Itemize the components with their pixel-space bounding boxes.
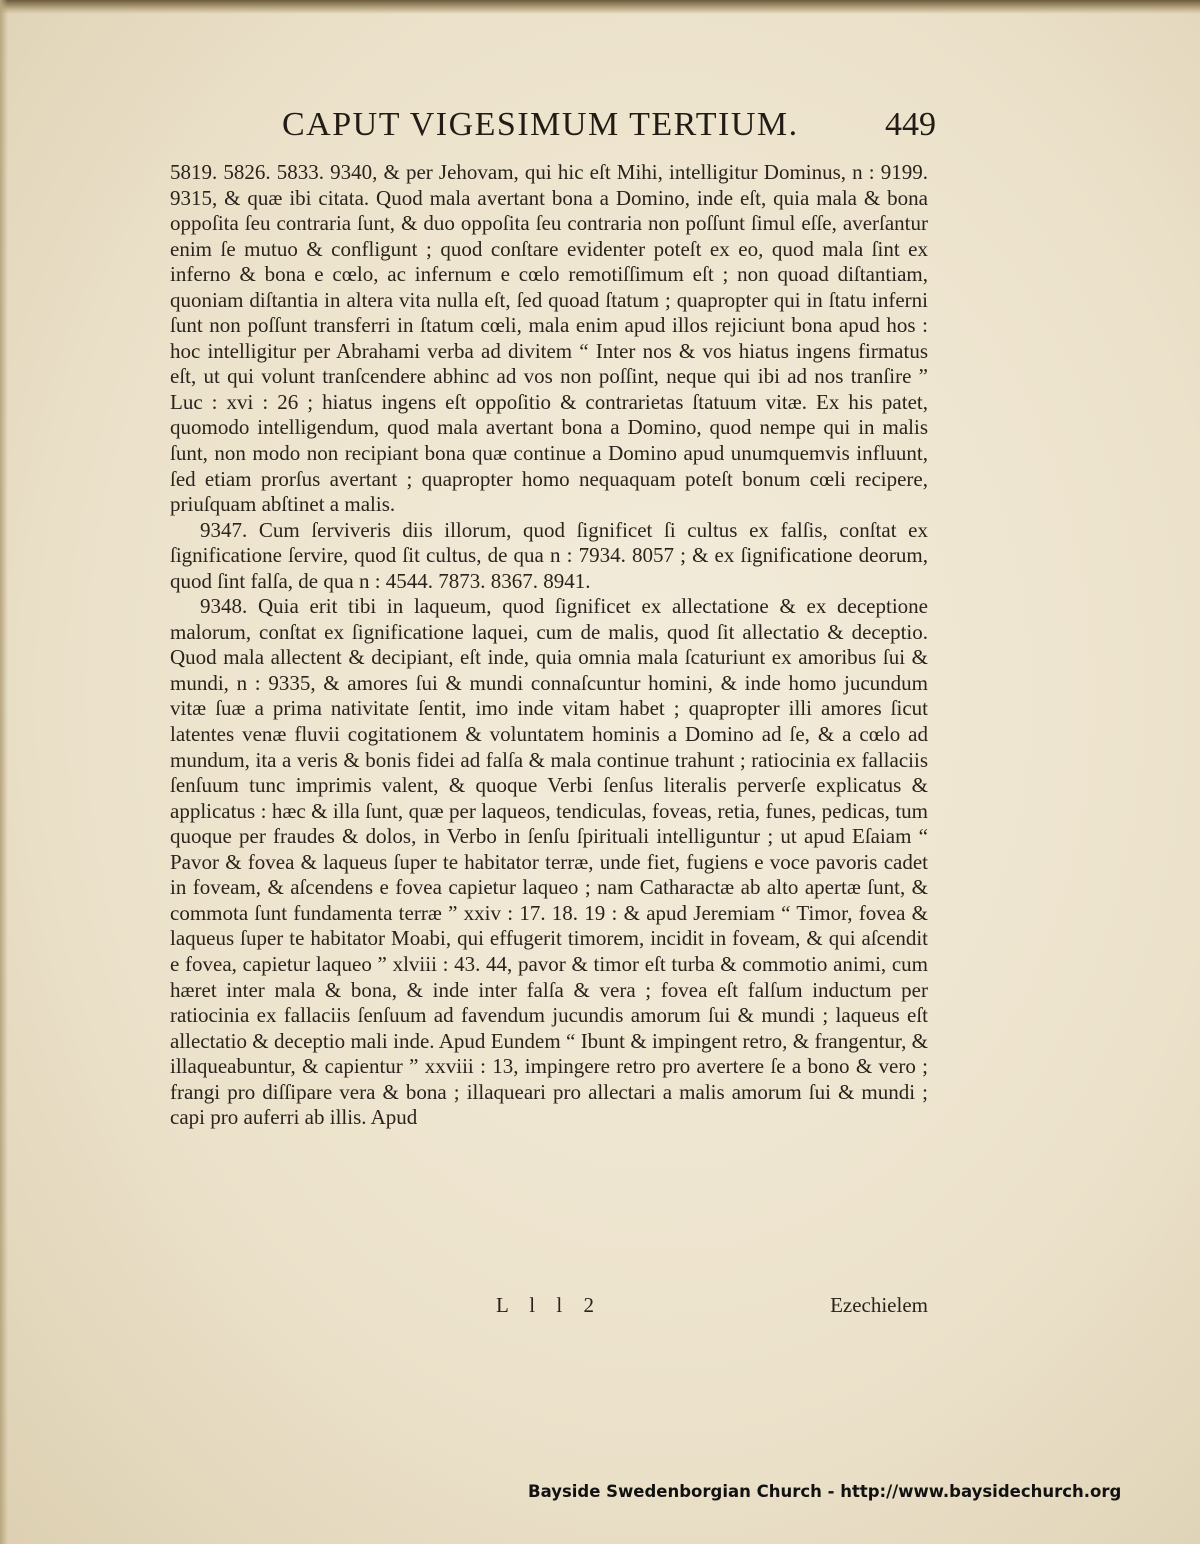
page-header (282, 106, 942, 156)
watermark-text: Bayside Swedenborgian Church - http://www.baysidechurch.org (528, 1482, 1122, 1501)
text-block (170, 160, 928, 1131)
signature-mark: L l l 2 (496, 1293, 602, 1317)
page-top-edge (0, 0, 1200, 14)
paragraph-continuation: 5819. 5826. 5833. 9340, & per Jehovam, qui hic eſt Mihi, intelligitur Dominus, n : 9199. 9315, & quæ ibi citata. Quod mala avertant bona a Domino, inde eſt, quia mala & bona oppoſita ſeu contraria ſunt, & duo oppoſita ſeu contraria non poſſunt ſimul eſſe, averſantur enim ſe mutuo & confligunt ; quod conſtare evidenter poteſt ex eo, quod mala ſint ex inferno & bona e cœlo, ac infernum e cœlo remotiſſimum eſt ; non quoad diſtantiam, quoniam diſtantia in altera vita nulla eſt, ſed quoad ſtatum ; quapropter qui in ſtatu inferni ſunt non poſſunt transferri in ſtatum cœli, mala enim apud illos rejiciunt bona apud hos : hoc intelligitur per Abrahami verba ad divitem “ Inter nos & vos hiatus ingens firmatus eſt, ut qui volunt tranſcendere abhinc ad vos non poſſint, neque qui ibi ad nos tranſire ” Luc : xvi : 26 ; hiatus ingens eſt oppoſitio & contrarietas ſtatuum vitæ. Ex his patet, quomodo intelligendum, quod mala avertant bona a Domino, quod nempe qui in malis ſunt, non modo non recipiant bona quæ continue a Domino apud unumquemvis influunt, ſed etiam prorſus avertant ; quapropter homo nequaquam poteſt bonum cœli recipere, priuſquam abſtinet a malis. (170, 160, 928, 517)
paragraph-9347: 9347. Cum ſerviveris diis illorum, quod ſignificet ſi cultus ex falſis, conſtat ex ſignificatione ſervire, quod ſit cultus, de qua n : 7934. 8057 ; & ex ſignificatione deorum, quod ſint falſa, de qua n : 4544. 7873. 8367. 8941. (170, 517, 928, 593)
page-number: 449 (885, 106, 936, 143)
running-title: CAPUT VIGESIMUM TERTIUM. (282, 106, 799, 143)
page-binding-edge (0, 0, 8, 1544)
page-footer (170, 1293, 928, 1323)
catchword: Ezechielem (830, 1293, 928, 1317)
paragraph-9348: 9348. Quia erit tibi in laqueum, quod ſignificet ex allectatione & ex deceptione malorum, conſtat ex ſignificatione laquei, cum de malis, quod ſit allectatio & deceptio. Quod mala allectent & decipiant, eſt inde, quia omnia mala ſcaturiunt ex amoribus ſui & mundi, n : 9335, & amores ſui & mundi connaſcuntur homini, & inde homo jucundum vitæ ſuæ a prima nativitate ſentit, imo inde vitam habet ; quapropter illi amores ſicut latentes venæ fluvii cogitationem & voluntatem hominis a Domino ad ſe, & a cœlo ad mundum, ita a veris & bonis fidei ad falſa & mala continue trahunt ; ratiocinia ex fallaciis ſenſuum tunc imprimis valent, & quoque Verbi ſenſus literalis perverſe explicatus & applicatus : hæc & illa ſunt, quæ per laqueos, tendiculas, foveas, retia, funes, pedicas, tum quoque per fraudes & dolos, in Verbo in ſenſu ſpirituali intelliguntur ; ut apud Eſaiam “ Pavor & fovea & laqueus ſuper te habitator terræ, unde fiet, fugiens e voce pavoris cadet in foveam, & aſcendens e fovea capietur laqueo ; nam Catharactæ ab alto apertæ ſunt, & commota ſunt fundamenta terræ ” xxiv : 17. 18. 19 : & apud Jeremiam “ Timor, fovea & laqueus ſuper te habitator Moabi, qui effugerit timorem, incidit in foveam, & qui aſcendit e fovea, capietur laqueo ” xlviii : 43. 44, pavor & timor eſt turba & commotio animi, cum hæret inter mala & bona, & inde inter falſa & vera ; fovea eſt falſum inductum per ratiocinia ex fallaciis ſenſuum ad favendum jucundis amorum ſui & mundi ; laqueus eſt allectatio & deceptio mali inde. Apud Eundem “ Ibunt & impingent retro, & frangentur, & illaqueabuntur, & capientur ” xxviii : 13, impingere retro pro avertere ſe a bono & vero ; frangi pro diſſipare vera & bona ; illaqueari pro allectari a malis amorum ſui & mundi ; capi pro auferri ab illis. Apud (170, 594, 928, 1130)
